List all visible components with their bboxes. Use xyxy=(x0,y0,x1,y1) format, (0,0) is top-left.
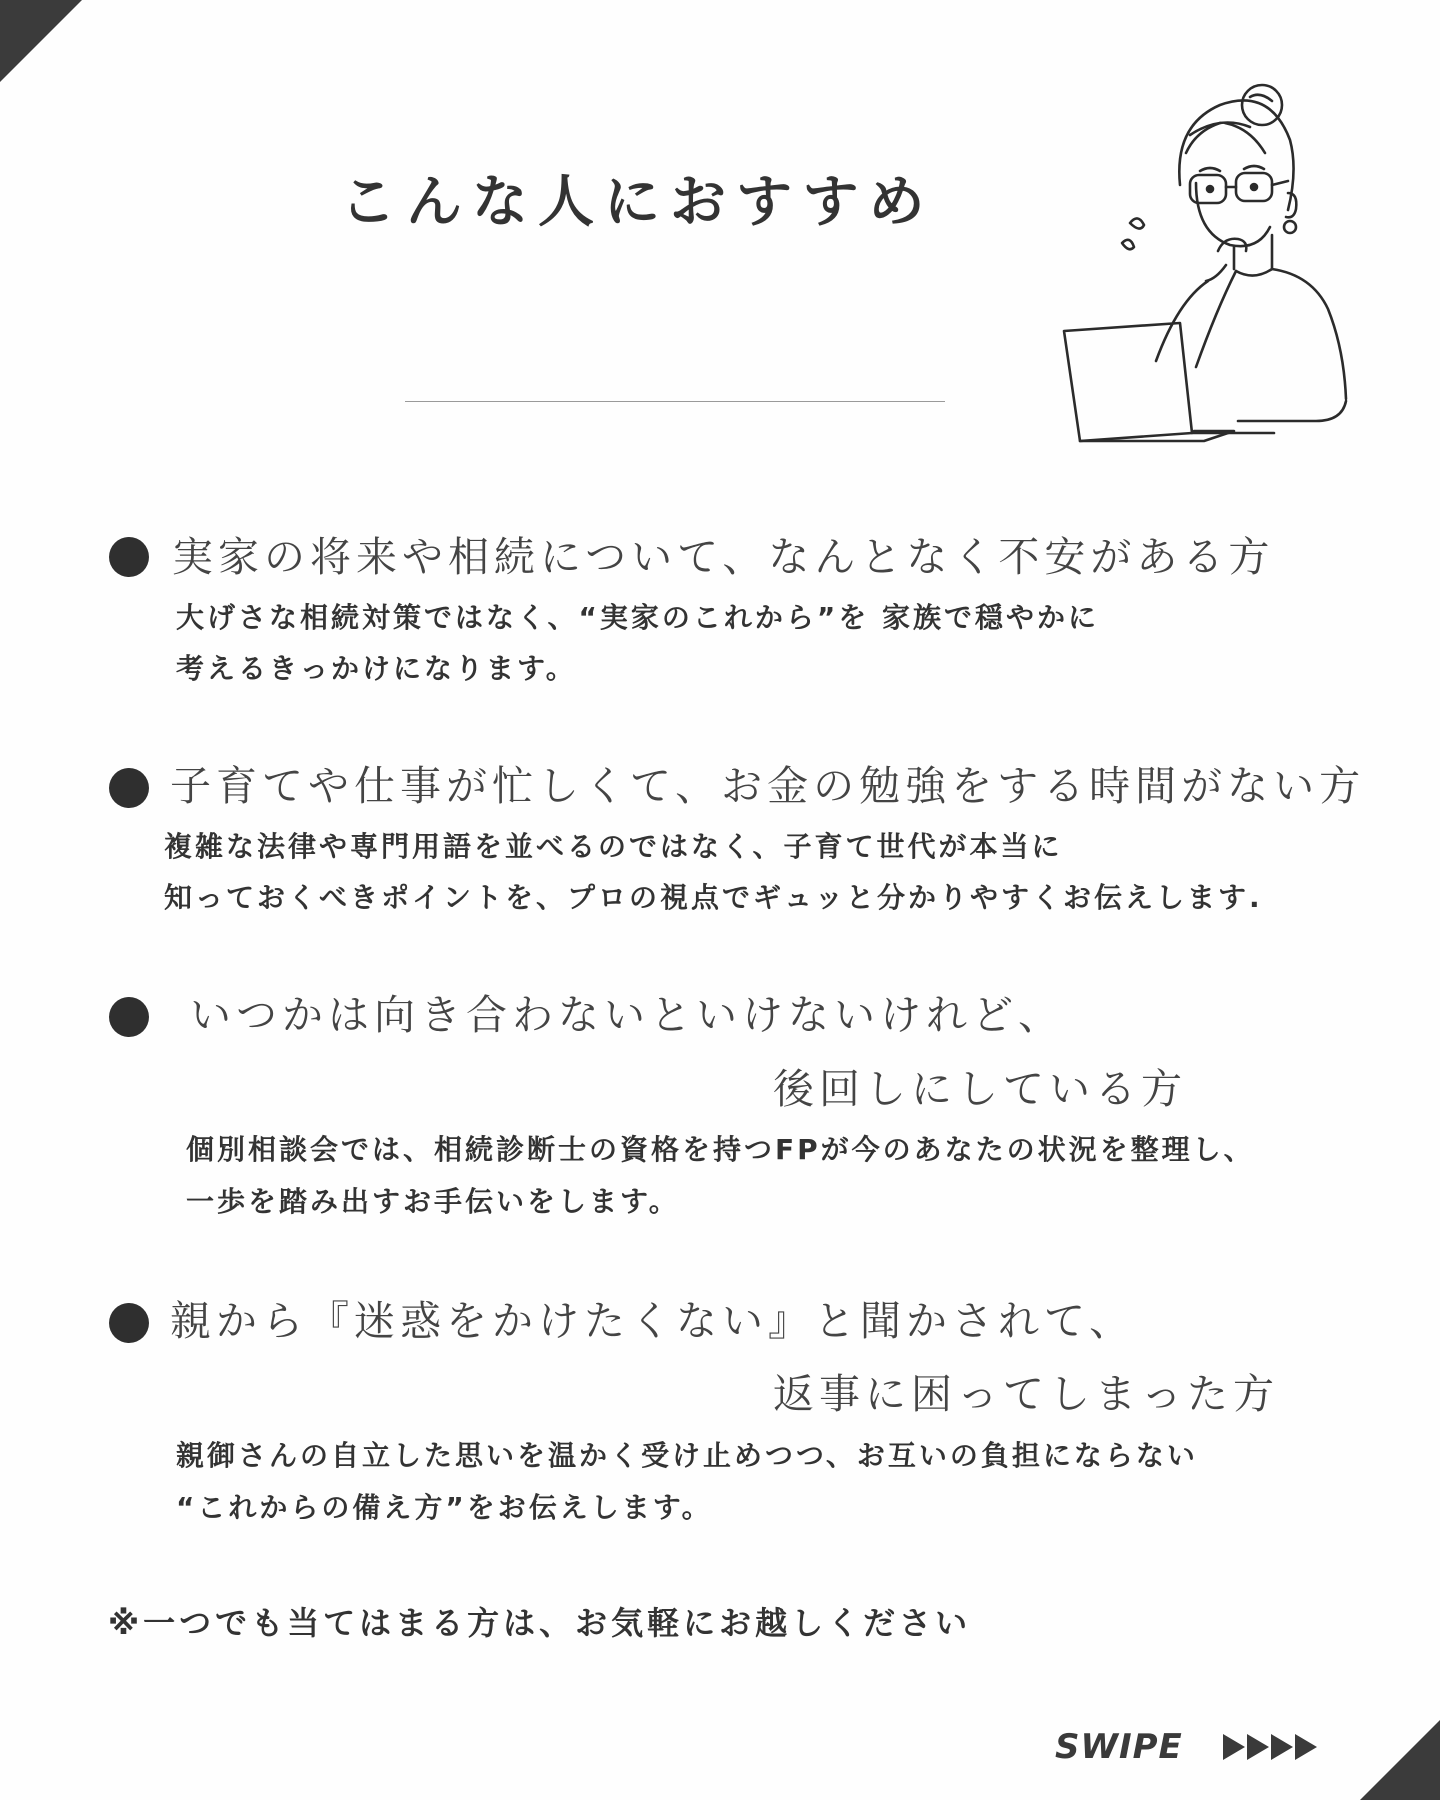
corner-decoration-bottom-right xyxy=(1360,1720,1440,1800)
woman-thinking-illustration xyxy=(1050,75,1370,450)
item-description-line-2: 一歩を踏み出すお手伝いをします。 xyxy=(186,1185,680,1218)
item-description-line-2: 考えるきっかけになります。 xyxy=(176,652,577,685)
corner-decoration-top-left xyxy=(0,0,82,82)
footnote: ※一つでも当てはまる方は、お気軽にお越しください xyxy=(108,1604,972,1642)
item-heading: 親から『迷惑をかけたくない』と聞かされて、 xyxy=(170,1297,1136,1345)
item-heading: 子育てや仕事が忙しくて、お金の勉強をする時間がない方 xyxy=(170,762,1366,810)
item-description-line-1: 親御さんの自立した思いを温かく受け止めつつ、お互いの負担にならない xyxy=(176,1439,1198,1472)
arrows-right-icon xyxy=(1223,1734,1319,1760)
bullet-icon xyxy=(109,1303,149,1343)
page-title: こんな人におすすめ xyxy=(340,170,935,235)
item-heading: いつかは向き合わないといけないけれど、 xyxy=(190,991,1064,1039)
item-heading-continued: 返事に困ってしまった方 xyxy=(773,1370,1279,1418)
title-divider xyxy=(405,401,945,402)
bullet-icon xyxy=(109,997,149,1037)
bullet-icon xyxy=(109,537,149,577)
item-description-line-2: “これからの備え方”をお伝えします。 xyxy=(176,1491,713,1524)
item-description-line-1: 大げさな相続対策ではなく、“実家のこれから”を 家族で穏やかに xyxy=(176,601,1099,634)
item-description-line-1: 個別相談会では、相続診断士の資格を持つFPが今のあなたの状況を整理し、 xyxy=(186,1133,1255,1166)
swipe-label: SWIPE xyxy=(1055,1727,1183,1767)
swipe-indicator[interactable] xyxy=(1055,1727,1319,1767)
bullet-icon xyxy=(109,768,149,808)
item-description-line-2: 知っておくべきポイントを、プロの視点でギュッと分かりやすくお伝えします. xyxy=(164,881,1263,914)
item-heading-continued: 後回しにしている方 xyxy=(773,1065,1187,1113)
item-description-line-1: 複雑な法律や専門用語を並べるのではなく、子育て世代が本当に xyxy=(164,830,1063,863)
item-heading: 実家の将来や相続について、なんとなく不安がある方 xyxy=(172,533,1275,581)
